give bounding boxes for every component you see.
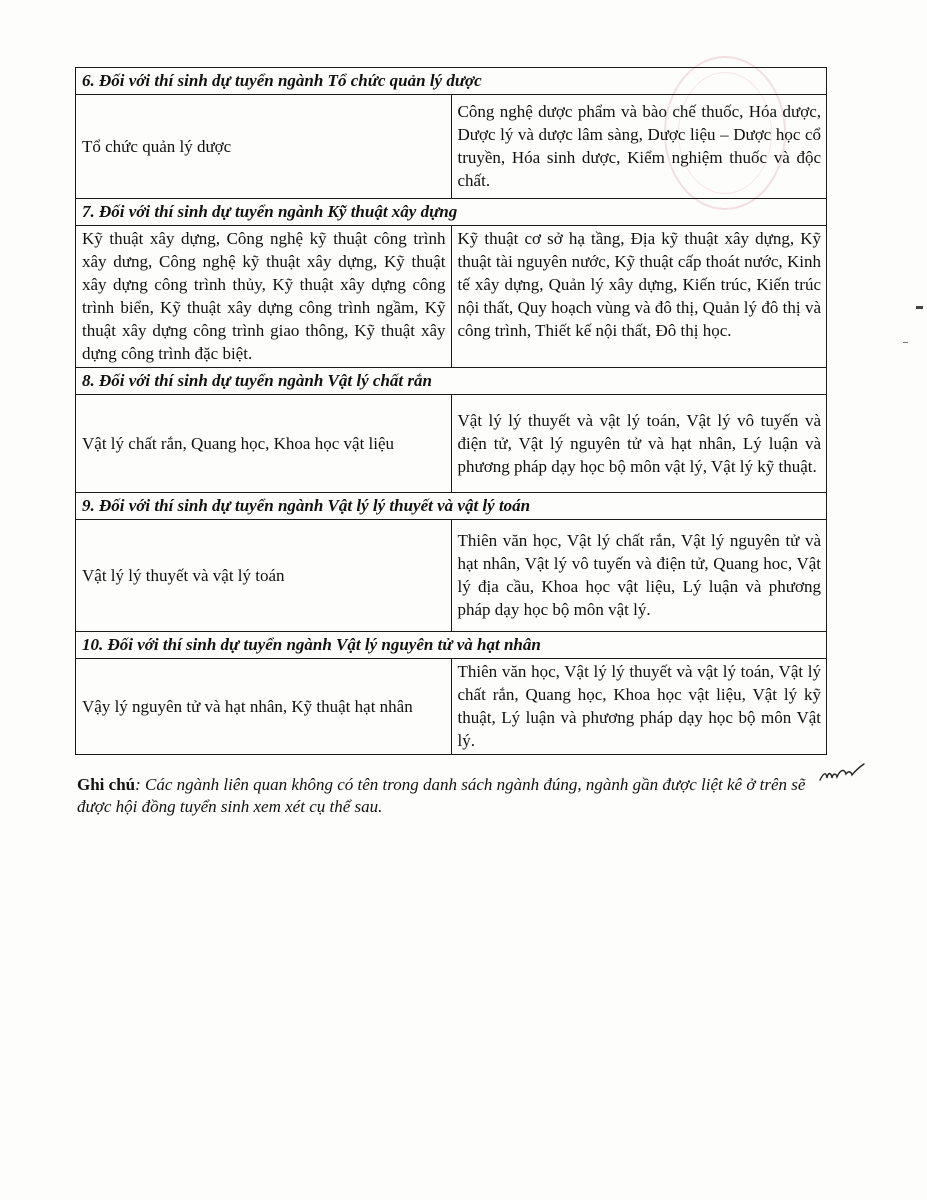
section-content-row bbox=[76, 659, 827, 755]
scan-mark bbox=[916, 306, 923, 309]
section-content-row bbox=[76, 95, 827, 199]
section-content-row bbox=[76, 226, 827, 368]
section-heading: 10. Đối với thí sinh dự tuyển ngành Vật lý nguyên tử và hạt nhân bbox=[76, 632, 827, 659]
target-major-cell: Vậy lý nguyên tử và hạt nhân, Kỹ thuật hạt nhân bbox=[76, 659, 452, 755]
target-major-cell: Kỹ thuật xây dựng, Công nghệ kỹ thuật công trình xây dưng, Công nghệ kỹ thuật xây dựng, Kỹ thuật xây dựng công trình thủy, Kỹ thuật xây dựng công trình biển, Kỹ thuật xây dựng công trình ngầm, Kỹ thuật xây dựng công trình giao thông, Kỹ thuật xây dựng công trình đặc biệt. bbox=[76, 226, 452, 368]
target-major-cell: Vật lý lý thuyết và vật lý toán bbox=[76, 520, 452, 632]
section-heading: 9. Đối với thí sinh dự tuyển ngành Vật lý lý thuyết và vật lý toán bbox=[76, 493, 827, 520]
section-content-row bbox=[76, 520, 827, 632]
section-heading-row bbox=[76, 632, 827, 659]
footnote-text: Các ngành liên quan không có tên trong danh sách ngành đúng, ngành gần được liệt kê ở trên sẽ được hội đồng tuyển sinh xem xét cụ thể sau. bbox=[77, 775, 806, 816]
handwritten-initials bbox=[818, 760, 866, 786]
target-major-cell: Tổ chức quản lý dược bbox=[76, 95, 452, 199]
scan-mark bbox=[903, 342, 908, 343]
section-heading: 7. Đối với thí sinh dự tuyển ngành Kỹ thuật xây dựng bbox=[76, 199, 827, 226]
related-majors-cell: Thiên văn học, Vật lý lý thuyết và vật lý toán, Vật lý chất rắn, Quang học, Khoa học vật liệu, Vật lý kỹ thuật, Lý luận và phương pháp dạy học bộ môn Vật lý. bbox=[451, 659, 827, 755]
related-majors-cell: Kỹ thuật cơ sở hạ tầng, Địa kỹ thuật xây dựng, Kỹ thuật tài nguyên nước, Kỹ thuật cấp thoát nước, Kinh tế xây dựng, Quản lý xây dựng, Kiến trúc, Kiến trúc nội thất, Quy hoạch vùng và đô thị, Quản lý đô thị và công trình, Thiết kế nội thất, Đô thị học. bbox=[451, 226, 827, 368]
footnote: Ghi chú: Các ngành liên quan không có tên trong danh sách ngành đúng, ngành gần được liệt kê ở trên sẽ được hội đồng tuyển sinh xem xét cụ thể sau. bbox=[77, 775, 806, 816]
related-majors-cell: Thiên văn học, Vật lý chất rắn, Vật lý nguyên tử và hạt nhân, Vật lý vô tuyến và điện tử, Quang hoc, Vật lý địa cầu, Khoa học vật liệu, Lý luận và phương pháp dạy học bộ môn vật lý. bbox=[451, 520, 827, 632]
section-heading: 6. Đối với thí sinh dự tuyển ngành Tổ chức quản lý dược bbox=[76, 68, 827, 95]
section-heading-row bbox=[76, 493, 827, 520]
section-heading-row bbox=[76, 68, 827, 95]
section-heading-row bbox=[76, 368, 827, 395]
section-heading-row bbox=[76, 199, 827, 226]
section-heading: 8. Đối với thí sinh dự tuyển ngành Vật lý chất rắn bbox=[76, 368, 827, 395]
equivalent-majors-table bbox=[75, 67, 827, 755]
section-content-row bbox=[76, 395, 827, 493]
target-major-cell: Vật lý chất rắn, Quang học, Khoa học vật liệu bbox=[76, 395, 452, 493]
related-majors-cell: Công nghệ dược phẩm và bào chế thuốc, Hóa dược, Dược lý và dược lâm sàng, Dược liệu – Dược học cổ truyền, Hóa sinh dược, Kiểm nghiệm thuốc và độc chất. bbox=[451, 95, 827, 199]
related-majors-cell: Vật lý lý thuyết và vật lý toán, Vật lý vô tuyến và điện tử, Vật lý nguyên tử và hạt nhân, Lý luận và phương pháp dạy học bộ môn vật lý, Vật lý kỹ thuật. bbox=[451, 395, 827, 493]
footnote-label: Ghi chú bbox=[77, 775, 136, 794]
